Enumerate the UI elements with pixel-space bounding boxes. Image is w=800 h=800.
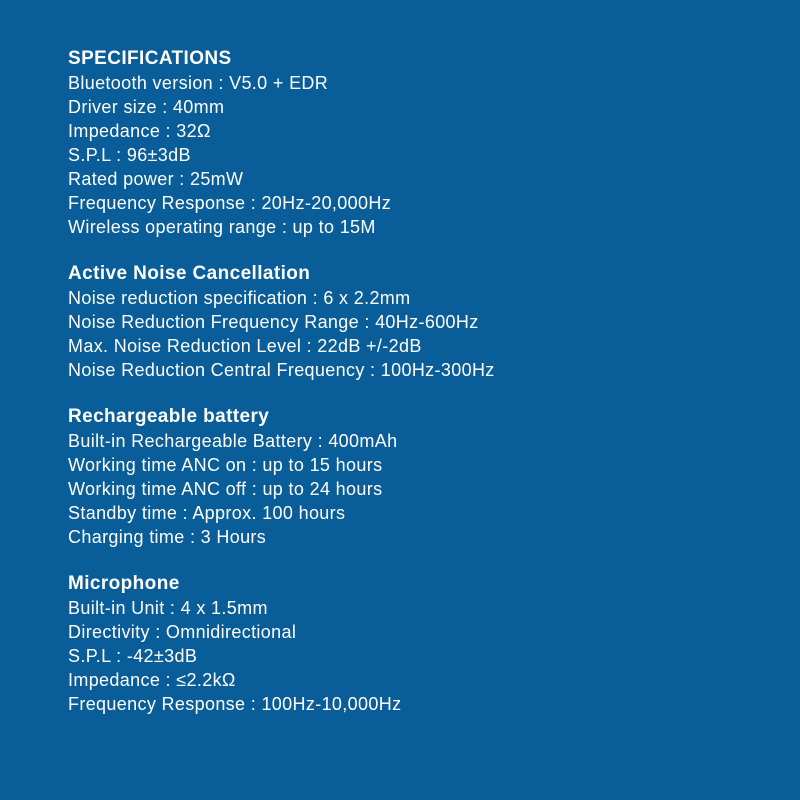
spec-max-noise-reduction-level: Max. Noise Reduction Level : 22dB +/-2dB: [68, 336, 422, 356]
section-specifications: [68, 47, 768, 239]
section-title-active-noise-cancellation: Active Noise Cancellation: [68, 263, 311, 284]
spec-driver-size: Driver size : 40mm: [68, 97, 225, 117]
spec-spl: S.P.L : 96±3dB: [68, 145, 191, 165]
spec-rated-power: Rated power : 25mW: [68, 169, 244, 189]
spec-standby-time: Standby time : Approx. 100 hours: [68, 503, 346, 523]
spec-noise-reduction-specification: Noise reduction specification : 6 x 2.2mm: [68, 288, 411, 308]
section-title-microphone: Microphone: [68, 573, 180, 594]
spec-frequency-response: Frequency Response : 20Hz-20,000Hz: [68, 193, 392, 213]
spec-mic-impedance: Impedance : ≤2.2kΩ: [68, 670, 236, 690]
spec-noise-reduction-frequency-range: Noise Reduction Frequency Range : 40Hz-600Hz: [68, 312, 479, 332]
spec-charging-time: Charging time : 3 Hours: [68, 527, 267, 547]
spec-noise-reduction-central-frequency: Noise Reduction Central Frequency : 100Hz-300Hz: [68, 360, 495, 380]
spec-mic-spl: S.P.L : -42±3dB: [68, 646, 198, 666]
section-title-rechargeable-battery: Rechargeable battery: [68, 406, 270, 427]
section-microphone: [68, 572, 768, 716]
spec-mic-frequency-response: Frequency Response : 100Hz-10,000Hz: [68, 694, 402, 714]
spec-mic-built-in-unit: Built-in Unit : 4 x 1.5mm: [68, 598, 268, 618]
section-title-specifications: SPECIFICATIONS: [68, 48, 232, 69]
spec-content: [68, 47, 768, 739]
spec-built-in-battery: Built-in Rechargeable Battery : 400mAh: [68, 431, 398, 451]
spec-wireless-range: Wireless operating range : up to 15M: [68, 217, 376, 237]
section-active-noise-cancellation: [68, 262, 768, 382]
spec-working-time-anc-on: Working time ANC on : up to 15 hours: [68, 455, 383, 475]
spec-impedance: Impedance : 32Ω: [68, 121, 211, 141]
spec-bluetooth-version: Bluetooth version : V5.0 + EDR: [68, 73, 329, 93]
spec-working-time-anc-off: Working time ANC off : up to 24 hours: [68, 479, 383, 499]
section-rechargeable-battery: [68, 405, 768, 549]
spec-mic-directivity: Directivity : Omnidirectional: [68, 622, 297, 642]
